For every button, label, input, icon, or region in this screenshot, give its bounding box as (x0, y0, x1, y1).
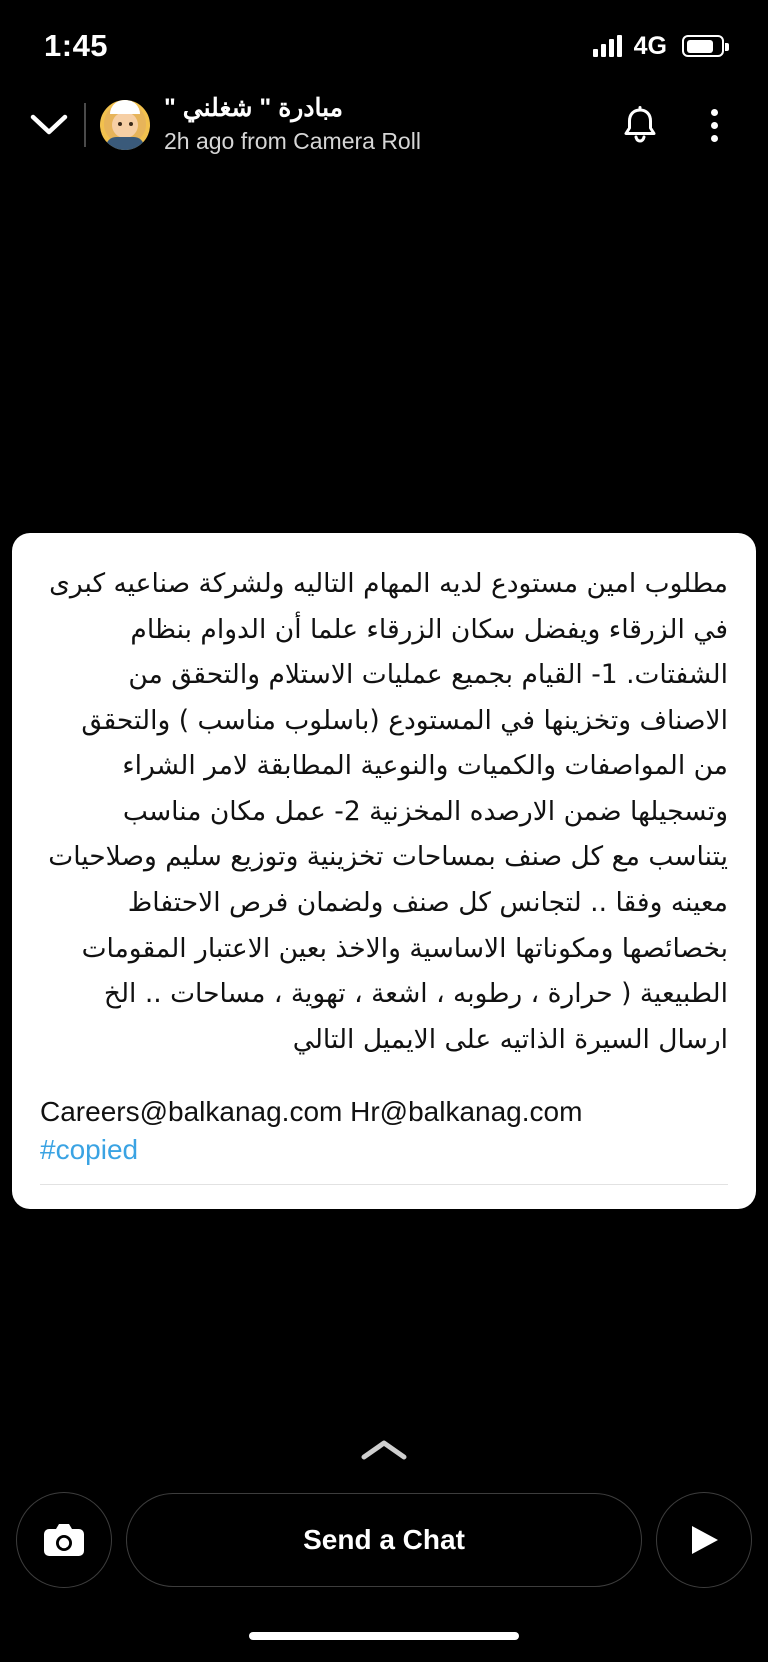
message-body: مطلوب امين مستودع لديه المهام التاليه ولشركة صناعيه كبرى في الزرقاء ويفضل سكان الزرقاء علما أن الدوام بنظام الشفتات. 1- القيام بجميع عمليات الاستلام والتحقق من الاصناف وتخزينها في المستودع (باسلوب مناسب ) والتحقق من المواصفات والكميات والنوعية المطابقة لامر الشراء وتسجيلها ضمن الارصده المخزنية 2- عمل مكان مناسب يتناسب مع كل صنف بمساحات تخزينية وتوزيع سليم وصلاحيات معينه وفقا .. لتجانس كل صنف ولضمان فرص الاحتفاظ بخصائصها ومكوناتها الاساسية والاخذ بعين الاعتبار المقومات الطبيعية ( حرارة ، رطوبه ، اشعة ، تهوية ، مساحات .. الخ ارسال السيرة الذاتيه على الايميل التالي (48, 568, 728, 1055)
camera-icon[interactable] (16, 1492, 112, 1588)
home-indicator (249, 1632, 519, 1640)
battery-icon (682, 35, 724, 57)
more-vertical-icon[interactable] (686, 97, 742, 153)
status-bar (0, 0, 768, 78)
card-divider (40, 1184, 728, 1185)
avatar[interactable] (100, 100, 150, 150)
network-type-label: 4G (633, 31, 667, 60)
header-actions (612, 97, 742, 153)
send-icon[interactable] (656, 1492, 752, 1588)
copied-tag[interactable]: #copied (40, 1134, 139, 1166)
conversation-header (0, 80, 768, 170)
send-a-chat-input[interactable] (126, 1493, 642, 1587)
conversation-title: مبادرة " شغلني " (164, 94, 344, 123)
status-time: 1:45 (44, 28, 109, 63)
chevron-down-icon[interactable] (20, 96, 78, 154)
message-card[interactable] (12, 533, 756, 1209)
header-divider (84, 103, 86, 147)
chat-input-bar (0, 1492, 768, 1588)
signal-bars-icon (593, 35, 622, 57)
chevron-up-icon[interactable] (0, 1438, 768, 1462)
header-meta (164, 93, 612, 156)
status-indicators (593, 32, 724, 61)
chat-placeholder: Send a Chat (303, 1524, 465, 1555)
conversation-subtitle: 2h ago from Camera Roll (164, 127, 421, 154)
bell-icon[interactable] (612, 97, 668, 153)
message-emails: Careers@balkanag.com Hr@balkanag.com (40, 1096, 583, 1128)
